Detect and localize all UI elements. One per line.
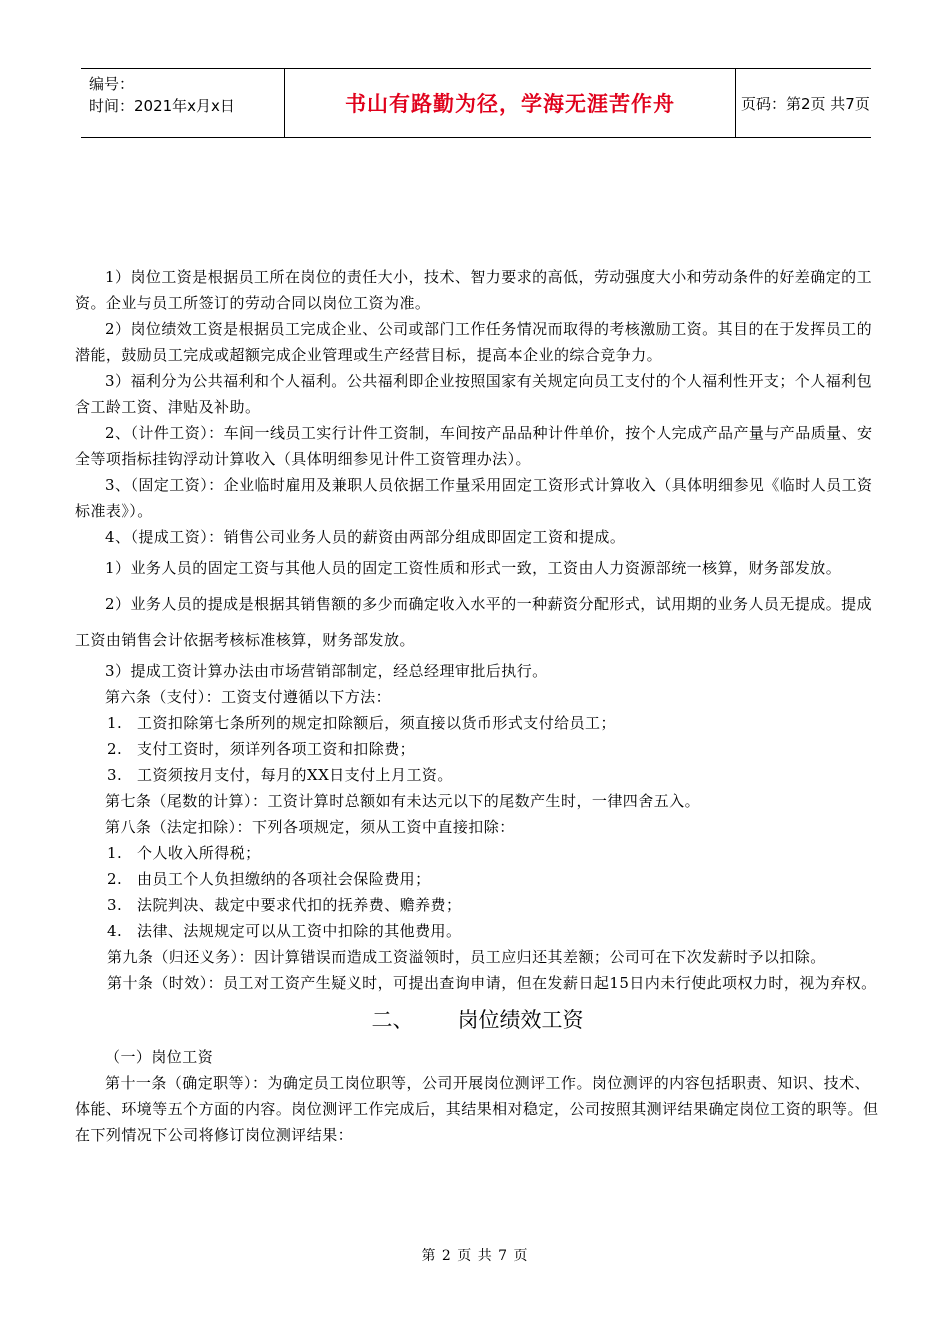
section-heading xyxy=(75,1006,880,1034)
paragraph-performance-salary: 2）岗位绩效工资是根据员工完成企业、公司或部门工作任务情况而取得的考核激励工资。其目的在于发挥员工的潜能，鼓励员工完成或超额完成企业管理或生产经营目标，提高本企业的综合竞争力。 xyxy=(75,320,873,364)
list-number: 3. xyxy=(107,896,123,914)
paragraph-position-salary: 1）岗位工资是根据员工所在岗位的责任大小，技术、智力要求的高低，劳动强度大小和劳动条件的好差确定的工资。企业与员工所签订的劳动合同以岗位工资为准。 xyxy=(75,268,873,312)
paragraph-piece-rate: 2、（计件工资）：车间一线员工实行计件工资制，车间按产品品种计件单价，按个人完成产品产量与产品质量、安全等项指标挂钩浮动计算收入（具体明细参见计件工资管理办法）。 xyxy=(75,424,873,468)
list-item xyxy=(75,892,880,918)
list-number: 4. xyxy=(107,922,123,940)
section-title: 岗位绩效工资 xyxy=(457,1008,584,1032)
list-text: 法律、法规规定可以从工资中扣除的其他费用。 xyxy=(137,922,462,940)
page-header xyxy=(81,68,871,138)
paragraph-welfare: 3）福利分为公共福利和个人福利。公共福利即企业按照国家有关规定向员工支付的个人福利性开支；个人福利包含工龄工资、津贴及补助。 xyxy=(75,372,873,416)
article-10: 第十条（时效）：员工对工资产生疑义时，可提出查询申请，但在发薪日起15日内未行使此项权力时，视为弃权。 xyxy=(107,974,877,992)
page-footer: 第 2 页 共 7 页 xyxy=(421,1248,529,1264)
date-label: 时间：2021年x月x日 xyxy=(89,97,235,115)
list-number: 1. xyxy=(107,714,123,732)
list-item xyxy=(75,840,880,866)
article-9: 第九条（归还义务）：因计算错误而造成工资溢领时，员工应归还其差额；公司可在下次发薪时予以扣除。 xyxy=(107,948,826,966)
paragraph-fixed-salary: 3、（固定工资）：企业临时雇用及兼职人员依据工作量采用固定工资形式计算收入（具体明细参见《临时人员工资标准表》）。 xyxy=(75,476,873,520)
paragraph-sales-commission: 2）业务人员的提成是根据其销售额的多少而确定收入水平的一种薪资分配形式，试用期的业务人员无提成。提成工资由销售会计依据考核标准核算，财务部发放。 xyxy=(75,595,873,649)
list-text: 法院判决、裁定中要求代扣的抚养费、赡养费； xyxy=(137,896,462,914)
article-7: 第七条（尾数的计算）：工资计算时总额如有未达元以下的尾数产生时，一律四舍五入。 xyxy=(105,792,701,810)
section-number: 二、 xyxy=(371,1008,414,1032)
list-text: 工资须按月支付，每月的XX日支付上月工资。 xyxy=(137,766,453,784)
header-left-cell xyxy=(89,73,284,117)
list-item xyxy=(75,736,880,762)
paragraph-commission: 4、（提成工资）：销售公司业务人员的薪资由两部分组成即固定工资和提成。 xyxy=(105,528,626,546)
list-text: 工资扣除第七条所列的规定扣除额后，须直接以货币形式支付给员工； xyxy=(137,714,616,732)
list-number: 1. xyxy=(107,844,123,862)
list-item xyxy=(75,710,880,736)
subsection-heading: （一）岗位工资 xyxy=(105,1048,214,1066)
list-item xyxy=(75,866,880,892)
list-text: 由员工个人负担缴纳的各项社会保险费用； xyxy=(137,870,431,888)
list-number: 2. xyxy=(107,870,123,888)
list-number: 2. xyxy=(107,740,123,758)
article-11: 第十一条（确定职等）：为确定员工岗位职等，公司开展岗位测评工作。岗位测评的内容包括职责、知识、技术、体能、环境等五个方面的内容。岗位测评工作完成后，其结果相对稳定，公司按照其测评结果确定岗位工资的职等。但在下列情况下公司将修订岗位测评结果： xyxy=(75,1074,879,1144)
list-text: 个人收入所得税； xyxy=(137,844,261,862)
list-item xyxy=(75,762,880,788)
header-motto: 书山有路勤为径，学海无涯苦作舟 xyxy=(284,69,736,137)
list-number: 3. xyxy=(107,766,123,784)
list-text: 支付工资时，须详列各项工资和扣除费； xyxy=(137,740,416,758)
header-page-info: 页码：第2页 共7页 xyxy=(741,94,870,113)
document-body xyxy=(75,264,880,1148)
number-label: 编号： xyxy=(89,75,135,93)
paragraph-commission-method: 3）提成工资计算办法由市场营销部制定，经总经理审批后执行。 xyxy=(105,662,548,680)
paragraph-sales-fixed: 1）业务人员的固定工资与其他人员的固定工资性质和形式一致，工资由人力资源部统一核算，财务部发放。 xyxy=(105,559,842,577)
list-item xyxy=(75,918,880,944)
article-8: 第八条（法定扣除）：下列各项规定，须从工资中直接扣除： xyxy=(105,818,515,836)
article-6: 第六条（支付）：工资支付遵循以下方法： xyxy=(105,688,392,706)
